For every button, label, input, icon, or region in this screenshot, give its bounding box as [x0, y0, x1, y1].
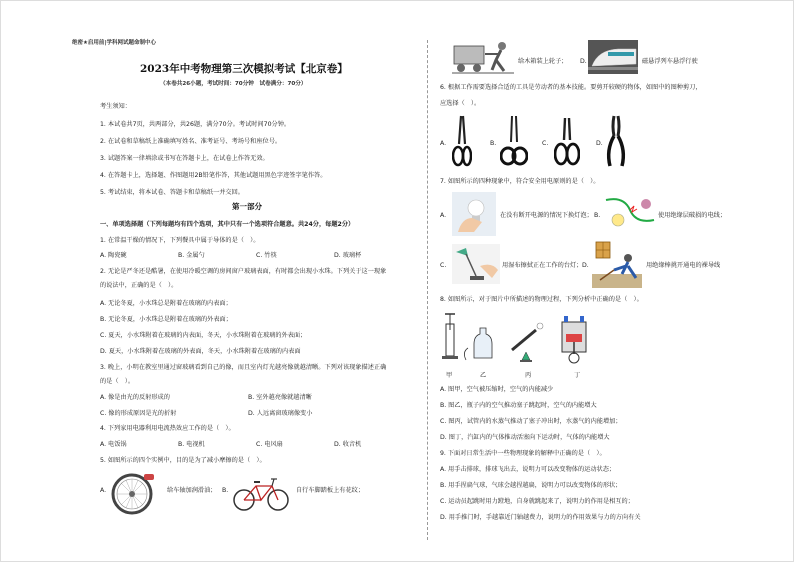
section-one-heading: 一、单项选择题（下列每题均有四个选项，其中只有一个选项符合题意。共24分，每题2分） [100, 221, 355, 228]
question-1: 1. 在常温干燥的情况下，下列餐具中属于导体的是（ ）。 [100, 237, 260, 244]
q2-option-a: A. 无论冬夏，小水珠总是附着在玻璃的内表面； [100, 300, 232, 307]
hand-changing-bulb-image [452, 192, 496, 236]
question-6-line2: 应选择（ ）。 [440, 100, 481, 107]
q8-option-b: B. 图乙，瓶子内的空气推动塞子跳起时，空气的内能增大 [440, 402, 597, 409]
question-4: 4. 下列家用电器利用电流热效应工作的是（ ）。 [100, 425, 235, 432]
question-8: 8. 如图所示，对于图片中所描述的物理过程，下列分析中正确的是（ ）。 [440, 296, 643, 303]
q3-option-b: B. 室外越亮像就越清晰 [248, 394, 312, 401]
scissors-a-icon [452, 114, 472, 168]
question-5: 5. 如图所示的四个实例中，目的是为了减小摩擦的是（ ）。 [100, 457, 266, 464]
q1-option-d: D. 玻璃杯 [334, 252, 362, 259]
confidential-tag: 绝密★启用前|学科网试题命制中心 [72, 40, 156, 46]
q4-option-c: C. 电风扇 [256, 441, 283, 448]
q1-option-b: B. 金属勺 [178, 252, 205, 259]
q4-option-a: A. 电饭锅 [100, 441, 127, 448]
q5-option-a-text: 给车轴加润滑油； [167, 487, 217, 494]
q8-option-d: D. 图丁，汽缸内的气体推动活塞向下运动时，气体的内能增大 [440, 434, 610, 441]
notice-item: 4. 在答题卡上，选择题、作图题用2B铅笔作答，其他试题用黑色字迹签字笔作答。 [100, 172, 327, 179]
wiping-desk-lamp-image [452, 244, 500, 284]
q8-figure-label-bing: 丙 [525, 372, 532, 379]
question-3-line2: 的是（ ）。 [100, 378, 135, 385]
q3-option-a: A. 像是由光的反射形成的 [100, 394, 170, 401]
column-divider [427, 40, 428, 540]
q8-figure-label-jia: 甲 [446, 372, 453, 379]
q7-option-d-label: D. [582, 262, 589, 269]
damaged-wire-image [604, 194, 656, 234]
maglev-train-image [588, 40, 638, 74]
scissors-d-icon [604, 114, 628, 168]
q7-option-c-label: C. [440, 262, 447, 269]
q9-option-a: A. 用手击排球，排球飞出去，说明力可以改变物体的运动状态； [440, 466, 616, 473]
q6-option-a-label: A. [440, 140, 447, 147]
q8-option-c: C. 图丙，试管内的水蒸气推动了塞子冲出时，水蒸气的内能增加； [440, 418, 622, 425]
q3-option-d: D. 人远离窗玻璃像变小 [248, 410, 313, 417]
q2-option-d: D. 夏天，小水珠附着在玻璃的外表面，冬天，小水珠附着在玻璃的内表面 [100, 348, 301, 355]
q5-option-c-text: 给木箱装上轮子； [518, 58, 568, 65]
q9-option-b: B. 用手捏扁气球，气球会越捏越扁，说明力可以改变物体的形状； [440, 482, 622, 489]
q3-option-c: C. 像的形成原因是光的折射 [100, 410, 177, 417]
question-9: 9. 下面对日常生活中一些物理现象的解释中正确的是（ ）。 [440, 450, 606, 457]
part-one-title: 第一部分 [232, 202, 262, 211]
q2-option-c: C. 夏天，小水珠附着在玻璃的内表面，冬天，小水珠附着在玻璃的外表面； [100, 332, 307, 339]
q7-option-c-text: 用湿布擦拭正在工作的台灯； [502, 262, 583, 269]
stick-lifting-wire-image [592, 240, 642, 288]
question-7: 7. 如图所示的四种现象中，符合安全用电原则的是（ ）。 [440, 178, 600, 185]
q4-option-b: B. 电视机 [178, 441, 205, 448]
q8-figure-label-ding: 丁 [574, 372, 581, 379]
q2-option-b: B. 无论冬夏，小水珠总是附着在玻璃的外表面； [100, 316, 232, 323]
mine-cart-pushing-image [452, 40, 516, 76]
notice-item: 1. 本试卷共7页，共两部分，共26题，满分70分。考试时间70分钟。 [100, 121, 291, 128]
q1-option-c: C. 竹筷 [256, 252, 277, 259]
scissors-c-icon [554, 114, 580, 168]
q4-option-d: D. 收音机 [334, 441, 362, 448]
q7-option-d-text: 用绝缘棒挑开通电的裸导线 [646, 262, 721, 269]
q8-option-a: A. 图甲，空气被压缩时，空气的内能减少 [440, 386, 554, 393]
q5-option-d-label: D. [580, 58, 587, 65]
exam-title: 2023年中考物理第三次模拟考试【北京卷】 [140, 63, 348, 75]
question-6-line1: 6. 根据工作需要选择合适的工具是劳动者的基本技能。要剪开较硬的物体，如图中的图种剪刀， [440, 84, 702, 91]
q5-option-b-label: B. [222, 487, 229, 494]
q7-option-b-text: 使用绝缘层破损的电线； [658, 212, 727, 219]
q7-option-a-text: 在没有断开电源的情况下换灯泡； [500, 212, 593, 219]
bicycle-image [232, 474, 290, 514]
bicycle-wheel-image [108, 470, 160, 516]
q9-option-d: D. 用手推门时，手越靠近门轴越费力，说明力的作用效果与力的方向有关 [440, 514, 641, 521]
q1-option-a: A. 陶瓷碗 [100, 252, 127, 259]
notice-item: 5. 考试结束，将本试卷、答题卡和草稿纸一并交回。 [100, 189, 244, 196]
notice-heading: 考生须知： [100, 103, 131, 110]
q5-option-d-text: 磁悬浮列车悬浮行驶 [642, 58, 698, 65]
q7-option-b-label: B. [594, 212, 601, 219]
q5-option-b-text: 自行车脚踏板上有花纹； [296, 487, 365, 494]
q6-option-b-label: B. [490, 140, 497, 147]
notice-item: 3. 试题答案一律填涂或书写在答题卡上，在试卷上作答无效。 [100, 155, 269, 162]
q6-option-c-label: C. [542, 140, 549, 147]
question-2-line2: 的说法中，正确的是（ ）。 [100, 282, 178, 289]
notice-item: 2. 在试卷和草稿纸上准确填写姓名、准考证号、考场号和座位号。 [100, 138, 282, 145]
q9-option-c: C. 运动员起跳时用力蹬地，自身就跳起来了，说明力的作用是相互的； [440, 498, 634, 505]
scissors-b-icon [500, 114, 528, 168]
q5-option-a-label: A. [100, 487, 107, 494]
q6-option-d-label: D. [596, 140, 603, 147]
thermodynamics-figures [440, 310, 600, 372]
q7-option-a-label: A. [440, 212, 447, 219]
question-2-line1: 2. 无论是严冬还是酷暑，在使用冷暖空调的房间窗户玻璃表面，有时都会出现小水珠。下列关于这一现象 [100, 268, 387, 275]
exam-subtitle: （本卷共26小题，考试时间：70分钟 试卷满分：70分） [160, 81, 307, 87]
q8-figure-label-yi: 乙 [480, 372, 487, 379]
question-3-line1: 3. 晚上，小明在教室里通过窗玻璃看到自己的像，而且室内灯光越亮像就越清晰。下列对该现象描述正确 [100, 364, 387, 371]
